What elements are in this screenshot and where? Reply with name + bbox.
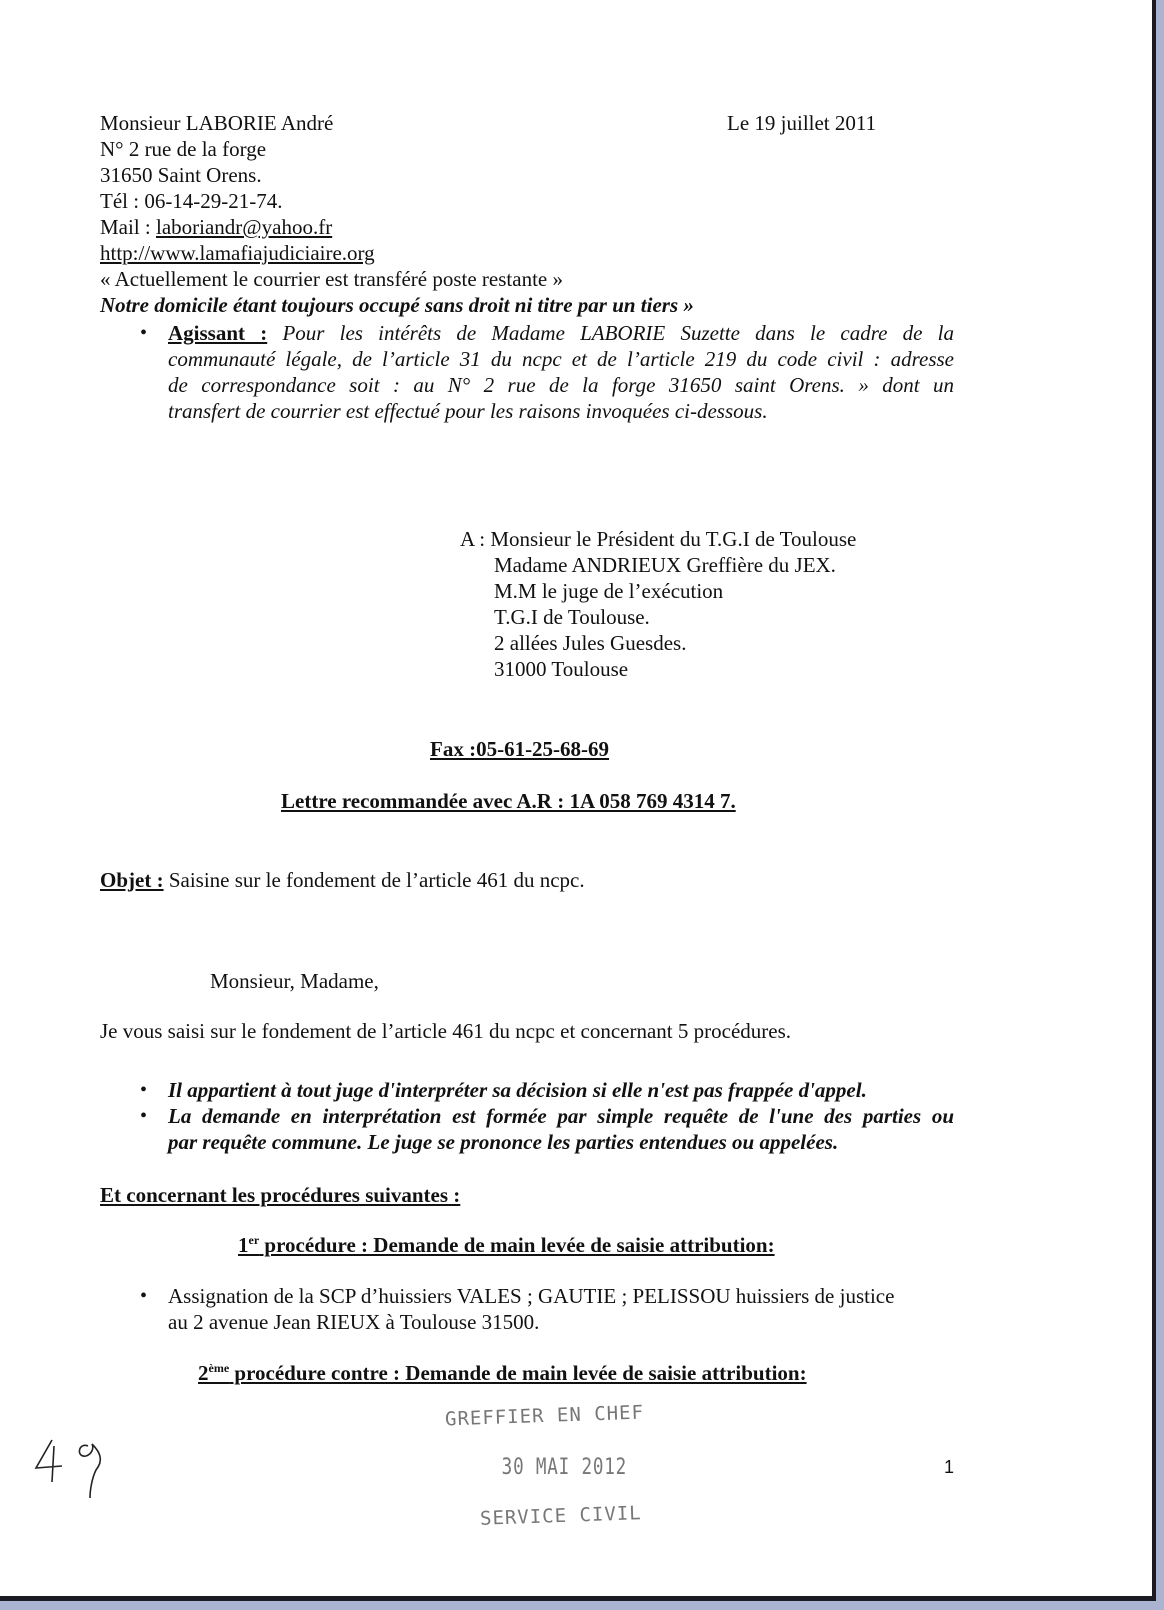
bullet-icon: • (140, 1285, 148, 1307)
objet-label: Objet : (100, 868, 164, 892)
procedure-title: procédure : Demande de main levée de saisie attribution: (259, 1233, 775, 1257)
stamp-service: SERVICE CIVIL (479, 1502, 643, 1530)
objet-line (100, 867, 585, 893)
sender-name: Monsieur LABORIE André (100, 111, 334, 135)
objet-text: Saisine sur le fondement de l’article 461 du ncpc. (163, 868, 585, 892)
procedure-item: Assignation de la SCP d’huissiers VALES ; GAUTIE ; PELISSOU huissiers de justice (168, 1284, 895, 1308)
agissant-line: de correspondance soit : au N° 2 rue de la forge 31650 saint Orens. » dont un (168, 373, 954, 397)
procedure-1-heading (238, 1232, 775, 1258)
agissant-text: Pour les intérêts de Madame LABORIE Suzette dans le cadre de la (282, 321, 954, 345)
sender-address1: N° 2 rue de la forge (100, 137, 267, 161)
recipient-line: 31000 Toulouse (494, 657, 629, 681)
stamp-greffier: GREFFIER EN CHEF (444, 1401, 645, 1431)
ordinal-suffix: er (248, 1233, 260, 1247)
intro-paragraph: Je vous saisi sur le fondement de l’article 461 du ncpc et concernant 5 procédures. (100, 1019, 792, 1043)
salutation: Monsieur, Madame, (210, 969, 379, 993)
recipient-line: T.G.I de Toulouse. (494, 605, 650, 629)
recipient-line: A : Monsieur le Président du T.G.I de Toulouse (460, 527, 857, 551)
bullet-icon: • (140, 1105, 148, 1127)
agissant-line: transfert de courrier est effectué pour les raisons invoquées ci-dessous. (168, 399, 768, 423)
stamp-date: 30 MAI 2012 (501, 1455, 628, 1480)
mail-label: Mail : (100, 215, 156, 239)
bullet-text: Il appartient à tout juge d'interpréter sa décision si elle n'est pas frappée d'appel. (168, 1078, 867, 1102)
bullet-icon: • (140, 322, 148, 344)
registered-letter: Lettre recommandée avec A.R : 1A 058 769 4314 7. (281, 789, 736, 813)
mail-note: « Actuellement le courrier est transféré poste restante » (100, 267, 563, 291)
procedure-item: au 2 avenue Jean RIEUX à Toulouse 31500. (168, 1310, 540, 1334)
sender-mail-line (100, 214, 332, 240)
recipient-line: M.M le juge de l’exécution (494, 579, 724, 603)
recipient-line: 2 allées Jules Guesdes. (494, 631, 687, 655)
sender-address2: 31650 Saint Orens. (100, 163, 262, 187)
handwritten-page-number (30, 1432, 130, 1502)
procedure-number: 2 (198, 1361, 209, 1385)
procedures-heading: Et concernant les procédures suivantes : (100, 1183, 461, 1207)
page-number: 1 (944, 1457, 955, 1477)
letter-date: Le 19 juillet 2011 (727, 111, 877, 135)
mail-link[interactable]: laboriandr@yahoo.fr (156, 215, 333, 239)
fax-number: Fax :05-61-25-68-69 (430, 737, 610, 761)
bullet-text: La demande en interprétation est formée par simple requête de l'une des parties ou (168, 1104, 954, 1128)
procedure-2-heading (198, 1360, 807, 1386)
procedure-number: 1 (238, 1233, 249, 1257)
agissant-label: Agissant : (168, 321, 268, 345)
bullet-icon: • (140, 1079, 148, 1101)
agissant-line (168, 320, 954, 346)
recipient-line: Madame ANDRIEUX Greffière du JEX. (494, 553, 836, 577)
sender-phone: Tél : 06-14-29-21-74. (100, 189, 283, 213)
bullet-text: par requête commune. Le juge se prononce les parties entendues ou appelées. (168, 1130, 839, 1154)
agissant-line: communauté légale, de l’article 31 du ncpc et de l’article 219 du code civil : adresse (168, 347, 954, 371)
procedure-title: procédure contre : Demande de main levée de saisie attribution: (229, 1361, 807, 1385)
domicile-note: Notre domicile étant toujours occupé sans droit ni titre par un tiers » (100, 293, 694, 317)
ordinal-suffix: ème (208, 1361, 230, 1375)
website-link[interactable]: http://www.lamafiajudiciaire.org (100, 241, 375, 265)
